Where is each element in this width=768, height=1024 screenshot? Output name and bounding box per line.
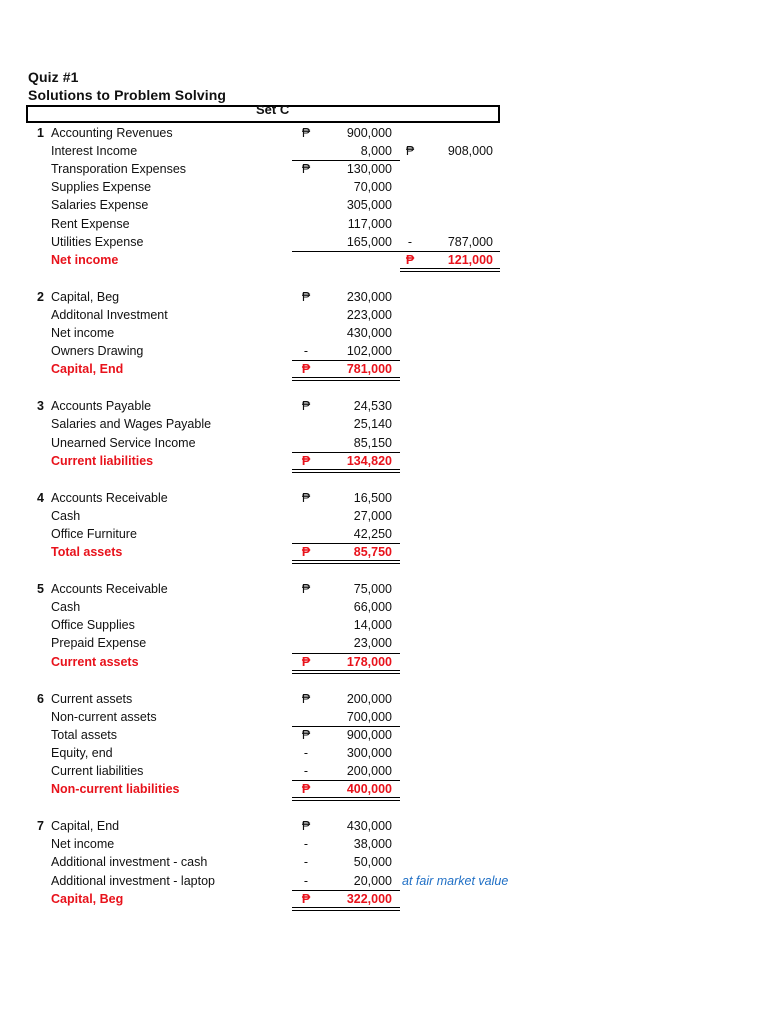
table-row [0,690,768,708]
amount-value: 70,000 [353,180,392,195]
amount-value: 430,000 [346,326,392,340]
row-label: Capital, End [51,362,124,377]
total-row [0,543,768,561]
amount-value: 75,000 [353,582,392,597]
row-label: Salaries Expense [51,198,149,213]
row-label: Transporation Expenses [51,162,187,177]
amount-value: 200,000 [346,691,392,706]
amount-value: 50,000 [353,855,392,870]
row-label: Non-current assets [51,709,157,724]
amount-value: 27,000 [353,508,392,523]
amount-value: 38,000 [353,837,392,852]
row-label: Prepaid Expense [51,636,147,651]
double-underline [292,469,400,473]
table-row [0,434,768,452]
table-row [0,142,768,160]
amount-value: 66,000 [353,600,392,615]
table-row [0,397,768,415]
row-label: Supplies Expense [51,180,152,195]
row-label: Accounts Receivable [51,490,168,505]
problem-number: 6 [37,691,44,706]
amount-total-value: 121,000 [447,252,493,267]
table-row [0,853,768,871]
row-label: Current liabilities [51,453,154,468]
minus-sign: - [407,234,413,249]
row-label: Cash [51,600,81,615]
amount-value: 102,000 [346,344,392,359]
amount-value: 322,000 [346,891,392,906]
total-row [0,653,768,671]
total-row [0,780,768,798]
row-label: Total assets [51,545,123,559]
row-label: Cash [51,508,81,523]
total-row [0,360,768,378]
table-row [0,160,768,178]
minus-sign: - [303,764,309,778]
amount-value: 305,000 [346,198,392,213]
row-label: Net income [51,837,115,852]
row-label: Office Supplies [51,618,135,633]
row-label: Interest Income [51,144,138,159]
amount-total-value: 908,000 [447,144,493,159]
row-label: Utilities Expense [51,234,144,249]
underline [292,653,400,654]
peso-sign: ₱ [301,289,311,304]
table-row [0,178,768,196]
row-label: Accounts Receivable [51,582,168,597]
problem-number: 2 [37,289,44,304]
peso-sign: ₱ [301,582,311,597]
amount-value: 200,000 [346,764,392,778]
underline [292,251,400,252]
row-label: Capital, End [51,819,120,834]
title-block [28,68,226,104]
problem-number: 7 [37,819,44,834]
total-row [0,251,768,269]
problem-number: 1 [37,126,44,140]
double-underline [292,377,400,381]
double-underline [292,670,400,674]
row-label: Total assets [51,727,118,742]
set-label: Set C [256,102,290,117]
peso-sign: ₱ [301,891,311,906]
peso-sign: ₱ [405,144,415,159]
row-label: Current assets [51,691,133,706]
set-header-box [26,102,500,123]
row-label: Capital, Beg [51,891,124,906]
amount-value: 14,000 [353,618,392,633]
amount-value: 230,000 [346,289,392,304]
table-row [0,415,768,433]
double-underline [400,268,500,272]
peso-sign: ₱ [301,691,311,706]
minus-sign: - [303,344,309,359]
peso-sign: ₱ [301,126,311,140]
minus-sign: - [303,837,309,852]
amount-value: 430,000 [346,819,392,834]
table-row [0,580,768,598]
row-label: Owners Drawing [51,344,144,359]
row-label: Capital, Beg [51,289,120,304]
row-label: Current assets [51,654,139,669]
row-label: Salaries and Wages Payable [51,417,212,432]
peso-sign: ₱ [301,490,311,505]
amount-value: 85,750 [353,545,392,559]
table-row [0,762,768,780]
underline [292,726,400,727]
amount-value: 24,530 [353,399,392,414]
peso-sign: ₱ [301,819,311,834]
amount-value: 300,000 [346,745,392,760]
amount-value: 223,000 [346,307,392,322]
table-row [0,744,768,762]
double-underline [292,907,400,911]
table-row [0,817,768,835]
amount-value: 165,000 [346,234,392,249]
table-row [0,489,768,507]
amount-value: 25,140 [353,417,392,432]
amount-value: 42,250 [353,526,392,541]
problem-number: 3 [37,399,44,414]
table-row [0,872,768,890]
table-row [0,306,768,324]
row-label: Accounts Payable [51,399,152,414]
amount-value: 16,500 [353,490,392,505]
table-row [0,598,768,616]
amount-value: 20,000 [353,873,392,888]
peso-sign: ₱ [405,252,415,267]
table-row [0,616,768,634]
amount-value: 178,000 [346,654,392,669]
row-label: Net income [51,252,119,267]
row-label: Net income [51,326,115,340]
table-row [0,324,768,342]
double-underline [292,560,400,564]
row-label: Non-current liabilities [51,782,180,797]
peso-sign: ₱ [301,162,311,177]
row-label: Equity, end [51,745,113,760]
table-row [0,835,768,853]
amount-value: 8,000 [360,144,392,159]
peso-sign: ₱ [301,654,311,669]
minus-sign: - [303,855,309,870]
table-row [0,507,768,525]
row-label: Additional investment - cash [51,855,208,870]
amount-value: 400,000 [346,782,392,797]
note-text: at fair market value [402,873,509,888]
amount-value: 134,820 [346,453,392,468]
minus-sign: - [303,745,309,760]
underline [292,360,400,361]
table-row [0,525,768,543]
underline [292,543,400,544]
amount-value: 117,000 [347,216,392,231]
table-row [0,233,768,251]
table-row [0,708,768,726]
peso-sign: ₱ [301,545,311,559]
row-label: Accounting Revenues [51,126,173,140]
quiz-subtitle: Solutions to Problem Solving [28,87,227,103]
amount-value: 900,000 [346,126,392,140]
amount-value: 900,000 [346,727,392,742]
amount-value: 85,150 [353,435,392,450]
underline [292,890,400,891]
amount-value: 781,000 [346,362,392,377]
row-label: Rent Expense [51,216,130,231]
peso-sign: ₱ [301,782,311,797]
table-row [0,288,768,306]
table-row [0,342,768,360]
amount-value: 23,000 [353,636,392,651]
underline [292,160,400,161]
peso-sign: ₱ [301,727,311,742]
row-label: Office Furniture [51,526,137,541]
table-row [0,726,768,744]
underline [292,452,400,453]
underline [400,251,500,252]
amount-value: 700,000 [346,709,392,724]
row-label: Unearned Service Income [51,435,196,450]
table-row [0,196,768,214]
row-label: Additional investment - laptop [51,873,215,888]
quiz-title: Quiz #1 [28,69,79,85]
peso-sign: ₱ [301,362,311,377]
double-underline [292,797,400,801]
amount-total-value: 787,000 [447,234,493,249]
problem-number: 4 [37,490,44,505]
row-label: Additonal Investment [51,307,168,322]
row-label: Current liabilities [51,764,144,778]
problem-number: 5 [37,582,44,597]
table-row [0,634,768,652]
peso-sign: ₱ [301,399,311,414]
table-row [0,124,768,142]
underline [292,780,400,781]
amount-value: 130,000 [346,162,392,177]
total-row [0,890,768,908]
total-row [0,452,768,470]
minus-sign: - [303,873,309,888]
peso-sign: ₱ [301,453,311,468]
table-row [0,215,768,233]
